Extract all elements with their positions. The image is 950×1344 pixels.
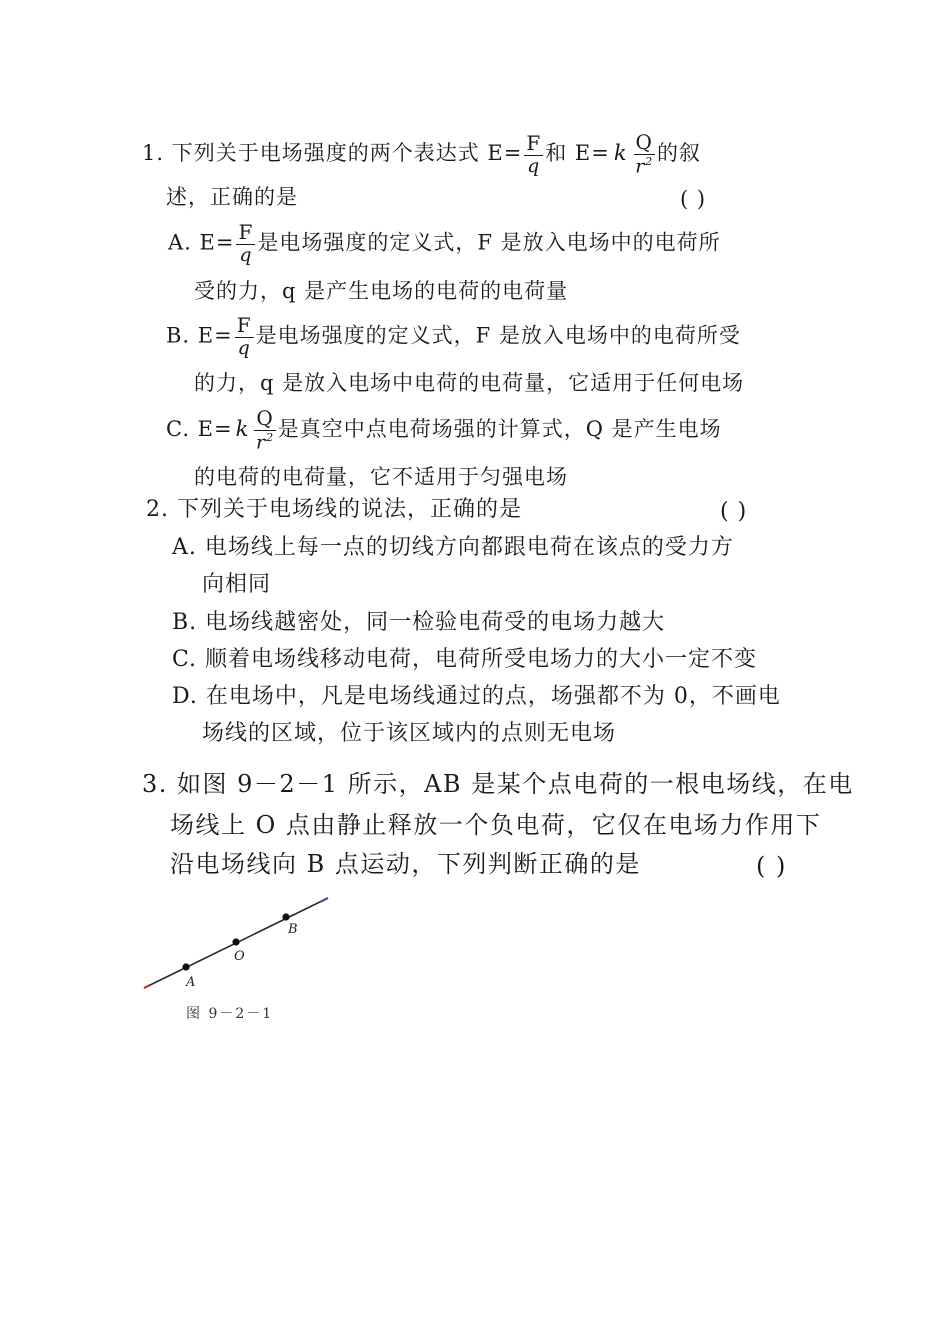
q1-stem-line1 [142,132,701,177]
q2-option-c: C. 顺着电场线移动电荷，电荷所受电场力的大小一定不变 [172,647,758,672]
q1-option-b-line1 [166,315,741,359]
fraction-denominator-r: r [256,431,267,454]
q3-stem-line3: 沿电场线向 B 点运动，下列判断正确的是 [170,850,641,878]
option-a-prefix: A. E= [168,230,235,255]
q2-option-d-line1: D. 在电场中，凡是电场线通过的点，场强都不为 0，不画电 [172,684,781,709]
point-a-dot [182,963,189,970]
fraction-denominator: q [239,244,253,266]
fraction-exponent: 2 [266,431,275,444]
q2-answer-blank: ( ) [720,499,748,524]
fraction-numerator: Q [635,130,653,154]
fraction-numerator: F [238,220,254,244]
q1-option-a-line2: 受的力，q 是产生电场的电荷的电荷量 [194,279,569,303]
figure-caption: 图 9－2－1 [186,1006,274,1022]
option-b-fraction [235,315,254,359]
q1-stem-post: 的叙 [656,141,701,166]
q1-fraction-f-over-q [524,130,543,177]
q3-answer-blank: ( ) [756,852,787,880]
option-b-prefix: B. E= [166,323,233,348]
option-a-fraction [236,222,255,266]
q2-option-a-line2: 向相同 [202,572,272,597]
q1-answer-blank: ( ) [680,187,707,211]
q1-stem-mid: 和 E= [545,141,610,166]
point-o-dot [232,938,239,945]
q2-option-a-line1: A. 电场线上每一点的切线方向都跟电荷在该点的受力方 [172,535,734,560]
option-c-fraction [254,408,275,453]
q1-option-b-line2: 的力，q 是放入电场中电荷的电荷量，它适用于任何电场 [194,371,745,395]
option-a-text: 是电场强度的定义式，F 是放入电场中的电荷所 [257,230,721,255]
q3-stem-line1: 3. 如图 9－2－1 所示，AB 是某个点电荷的一根电场线，在电 [142,770,854,798]
option-c-k: k [235,417,250,442]
fraction-denominator [254,431,275,453]
fraction-denominator: q [237,337,251,359]
q1-option-a-line1 [168,222,721,266]
q2-option-b: B. 电场线越密处，同一检验电荷受的电场力越大 [172,610,666,635]
fraction-numerator: F [526,130,542,155]
fraction-exponent: 2 [645,155,654,168]
option-c-text: 是真空中点电荷场强的计算式，Q 是产生电场 [277,417,722,442]
point-b-dot [282,913,289,920]
q3-stem-line2: 场线上 O 点由静止释放一个负电荷，它仅在电场力作用下 [170,811,822,839]
point-b-label: B [288,922,298,937]
q1-option-c-line2: 的电荷的电荷量，它不适用于匀强电场 [194,465,568,489]
q1-fraction-q-over-r2 [634,132,655,177]
option-b-text: 是电场强度的定义式，F 是放入电场中的电荷所受 [255,323,741,348]
q2-option-d-line2: 场线的区域，位于该区域内的点则无电场 [202,721,617,746]
field-line-left-end [144,985,150,988]
option-c-prefix: C. E= [166,417,233,442]
q2-stem: 2. 下列关于电场线的说法，正确的是 [146,497,522,522]
field-line-right-end [320,898,328,902]
field-line-figure [138,890,338,1000]
fraction-denominator: q [527,154,541,177]
q1-stem-line2: 述，正确的是 [166,185,298,209]
q1-k-constant: k [613,141,628,166]
fraction-numerator: F [236,313,252,337]
fraction-denominator-r: r [635,155,646,178]
q1-stem-text: 1. 下列关于电场强度的两个表达式 E= [142,141,523,166]
fraction-denominator [634,155,655,177]
fraction-numerator: Q [256,406,274,430]
point-a-label: A [186,975,196,990]
q1-option-c-line1 [166,408,722,453]
point-o-label: O [234,949,245,964]
